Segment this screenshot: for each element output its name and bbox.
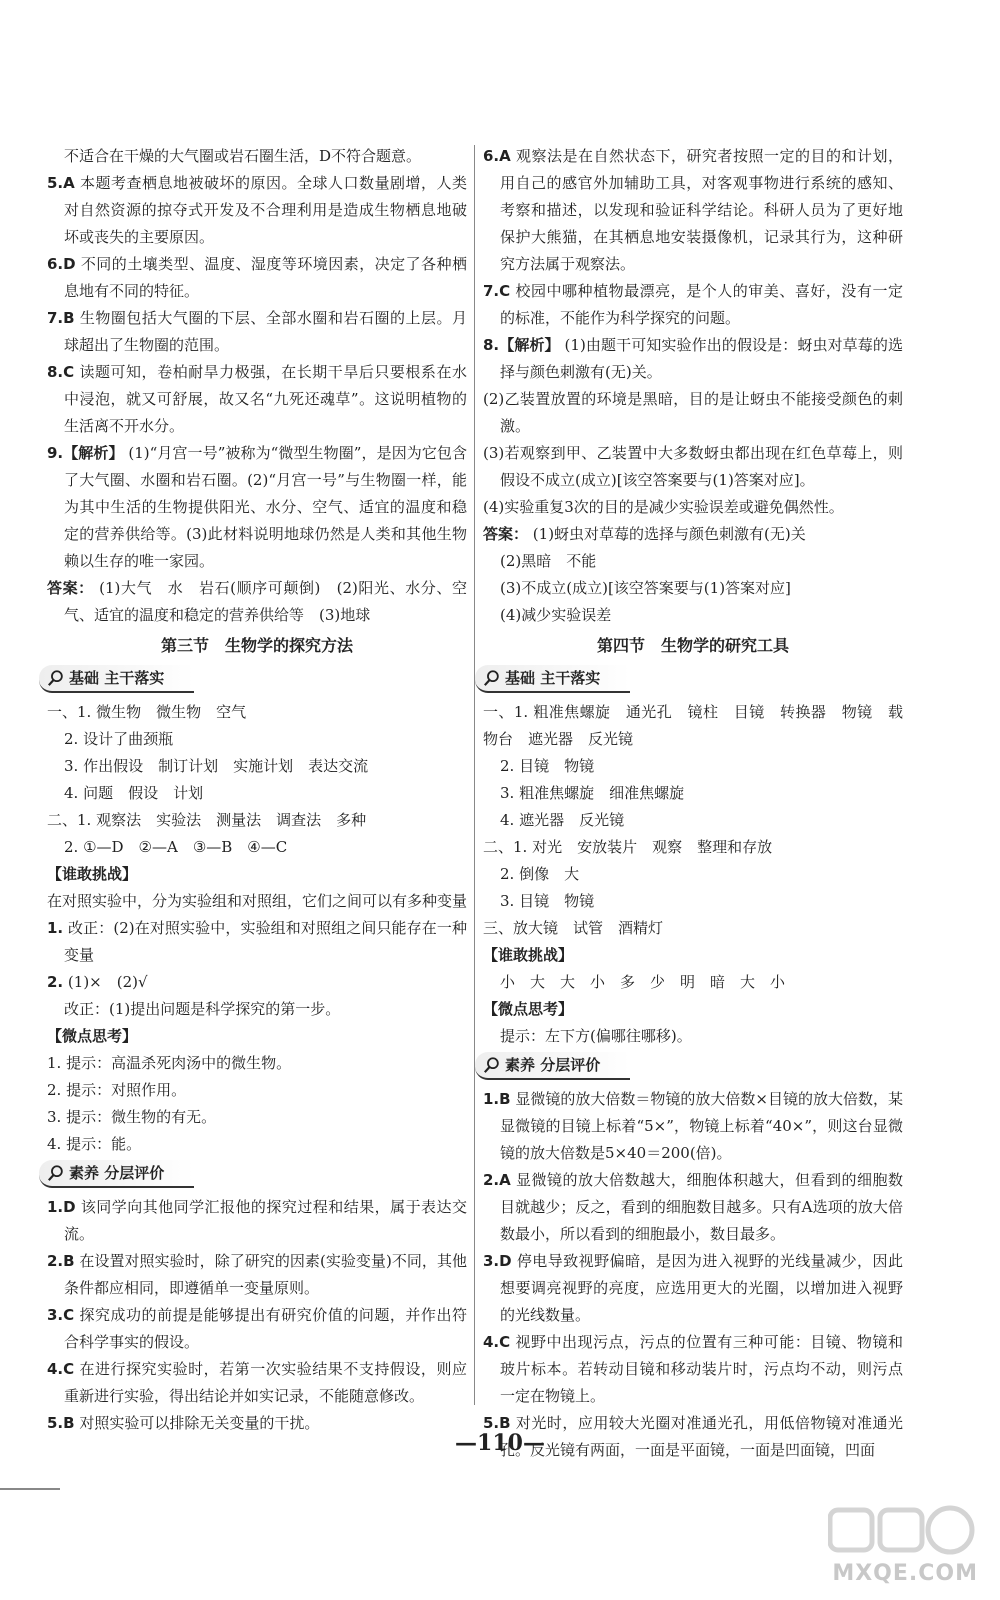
answer-text: 停电导致视野偏暗，是因为进入视野的光线量减少，因此想要调亮视野的亮度，应选用更大的光圈，以增加进入视野的光线数量。 — [500, 1252, 903, 1324]
answer-item — [483, 1086, 903, 1167]
answer-number: 1. — [47, 919, 64, 937]
text-line: (2)黑暗 不能 — [500, 552, 597, 570]
text-line: 二、1. 对光 安放装片 观察 整理和存放 — [483, 838, 773, 856]
answer-item — [47, 440, 467, 575]
answer-number: 5.A — [47, 174, 75, 192]
answer-item — [483, 1329, 903, 1410]
text-line: (3)若观察到甲、乙装置中大多数蚜虫都出现在红色草莓上，则假设不成立(成立)[该空答案要与(1)答案对应]。 — [483, 444, 903, 489]
text-line: (4)实验重复3次的目的是减少实验误差或避免偶然性。 — [483, 498, 844, 516]
answer-text: 显微镜的放大倍数＝物镜的放大倍数×目镜的放大倍数，某显微镜的目镜上标着“5×”，物镜上标着“40×”，则这台显微镜的放大倍数是5×40＝200(倍)。 — [500, 1090, 903, 1162]
text-line: 3. 目镜 物镜 — [500, 892, 595, 910]
banner-label: 基础 主干落实 — [505, 668, 601, 687]
text-line: (3)不成立(成立)[该空答案要与(1)答案对应] — [500, 579, 791, 597]
answer-number: 5.B — [47, 1414, 75, 1432]
text-line: (4)减少实验误差 — [500, 606, 612, 624]
section-title: 第三节 生物学的探究方法 — [160, 636, 353, 655]
answer-number: 4.C — [483, 1333, 511, 1351]
text-line: 在对照实验中，分为实验组和对照组，它们之间可以有多种变量 — [47, 892, 468, 910]
left-column — [47, 143, 467, 1437]
text-line: 3. 提示：微生物的有无。 — [47, 1108, 217, 1126]
text-line: 3. 作出假设 制订计划 实施计划 表达交流 — [64, 757, 369, 775]
text-line: 二、1. 观察法 实验法 测量法 调查法 多种 — [47, 811, 367, 829]
text-line: 一、1. 粗准焦螺旋 通光孔 镜柱 目镜 转换器 物镜 载物台 遮光器 反光镜 — [483, 703, 903, 748]
text-line: 2. ①—D ②—A ③—B ④—C — [64, 838, 288, 856]
text-line: 一、1. 微生物 微生物 空气 — [47, 703, 247, 721]
watermark — [818, 1500, 978, 1595]
answer-text: 校园中哪种植物最漂亮，是个人的审美、喜好，没有一定的标准，不能作为科学探究的问题。 — [500, 282, 903, 327]
subsection-tag: 【谁敢挑战】 — [483, 946, 574, 964]
answer-item — [47, 305, 467, 359]
text-line: (2)乙装置放置的环境是黑暗，目的是让蚜虫不能接受颜色的刺激。 — [483, 390, 903, 435]
text-line: 三、放大镜 试管 酒精灯 — [483, 919, 664, 937]
answer-text: 本题考查栖息地被破坏的原因。全球人口数量剧增，人类对自然资源的掠夺式开发及不合理利用是造成生物栖息地破坏或丧失的主要原因。 — [64, 174, 467, 246]
answer-text: 观察法是在自然状态下，研究者按照一定的目的和计划，用自己的感官外加辅助工具，对客观事物进行系统的感知、考察和描述，以发现和验证科学结论。科研人员为了更好地保护大熊猫，在其栖息地安装摄像机，记录其行为，这种研究方法属于观察法。 — [500, 147, 903, 273]
answer-item — [47, 251, 467, 305]
answer-item — [483, 278, 903, 332]
section-banner — [39, 1160, 194, 1188]
answer-text: 生物圈包括大气圈的下层、全部水圈和岩石圈的上层。月球超出了生物圈的范围。 — [64, 309, 467, 354]
answer-number: 1.D — [47, 1198, 76, 1216]
magnifier-icon — [47, 1164, 65, 1182]
answer-number: 1.B — [483, 1090, 511, 1108]
answer-item — [483, 521, 903, 548]
right-column — [483, 143, 903, 1464]
text-line: 4. 遮光器 反光镜 — [500, 811, 625, 829]
answer-text: (1)蚜虫对草莓的选择与颜色刺激有(无)关 — [532, 525, 806, 543]
answer-item — [47, 359, 467, 440]
answer-number: 答案： — [483, 525, 529, 543]
answer-item — [483, 332, 903, 386]
magnifier-icon — [47, 669, 65, 687]
banner-label: 素养 分层评价 — [69, 1163, 165, 1182]
answer-number: 6.D — [47, 255, 76, 273]
text-line: 4. 提示：能。 — [47, 1135, 142, 1153]
answer-item — [47, 1356, 467, 1410]
section-banner — [475, 1052, 630, 1080]
answer-number: 3.D — [483, 1252, 512, 1270]
answer-item — [47, 1302, 467, 1356]
text-line: 2. 倒像 大 — [500, 865, 580, 883]
answer-item — [47, 1194, 467, 1248]
answer-text: 改正：(2)在对照实验中，实验组和对照组之间只能存在一种变量 — [64, 919, 467, 964]
answer-item — [483, 1167, 903, 1248]
banner-label: 基础 主干落实 — [69, 668, 165, 687]
answer-number: 2.B — [47, 1252, 75, 1270]
answer-text: 该同学向其他同学汇报他的探究过程和结果，属于表达交流。 — [64, 1198, 467, 1243]
footer-rule — [0, 1488, 60, 1490]
text-line: 2. 目镜 物镜 — [500, 757, 595, 775]
answer-item — [47, 170, 467, 251]
answer-number: 8.C — [47, 363, 75, 381]
answer-number: 2.A — [483, 1171, 511, 1189]
answer-text: 探究成功的前提是能够提出有研究价值的问题，并作出符合科学事实的假设。 — [64, 1306, 467, 1351]
column-divider — [474, 145, 475, 1405]
answer-number: 9.【解析】 — [47, 444, 124, 462]
answer-number: 8.【解析】 — [483, 336, 560, 354]
answer-text: 不同的土壤类型、温度、湿度等环境因素，决定了各种栖息地有不同的特征。 — [64, 255, 467, 300]
text-line: 改正：(1)提出问题是科学探究的第一步。 — [64, 1000, 341, 1018]
subsection-tag: 【微点思考】 — [47, 1027, 138, 1045]
page-number: —110— — [455, 1430, 545, 1456]
text-line: 小 大 大 小 多 少 明 暗 大 小 — [500, 973, 786, 991]
subsection-tag: 【谁敢挑战】 — [47, 865, 138, 883]
answer-text: 显微镜的放大倍数越大，细胞体积越大，但看到的细胞数目就越少；反之，看到的细胞数目越多。只有A选项的放大倍数最小，所以看到的细胞最小，数目最多。 — [500, 1171, 903, 1243]
answer-text: (1)由题干可知实验作出的假设是：蚜虫对草莓的选择与颜色刺激有(无)关。 — [500, 336, 903, 381]
text-line: 4. 问题 假设 计划 — [64, 784, 204, 802]
text-line: 2. 提示：对照作用。 — [47, 1081, 187, 1099]
answer-text: (1)“月宫一号”被称为“微型生物圈”，是因为它包含了大气圈、水圈和岩石圈。(2)“月宫一号”与生物圈一样，能为其中生活的生物提供阳光、水分、空气、适宜的温度和稳定的营养供给等。(3)此材料说明地球仍然是人类和其他生物赖以生存的唯一家园。 — [64, 444, 467, 570]
text-line: 提示：左下方(偏哪往哪移)。 — [500, 1027, 692, 1045]
watermark-logo-icon — [828, 1500, 978, 1560]
answer-text: 对照实验可以排除无关变量的干扰。 — [79, 1414, 320, 1432]
answer-number: 3.C — [47, 1306, 75, 1324]
text-line: 3. 粗准焦螺旋 细准焦螺旋 — [500, 784, 685, 802]
magnifier-icon — [483, 669, 501, 687]
answer-text: (1)× (2)√ — [67, 973, 148, 991]
answer-number: 4.C — [47, 1360, 75, 1378]
watermark-text: MXQE.COM — [832, 1561, 978, 1586]
section-title: 第四节 生物学的研究工具 — [596, 636, 789, 655]
answer-item — [47, 915, 467, 969]
answer-text: 读题可知，卷柏耐旱力极强，在长期干旱后只要根系在水中浸泡，就又可舒展，故又名“九死还魂草”。这说明植物的生活离不开水分。 — [64, 363, 467, 435]
answer-number: 答案： — [47, 579, 94, 597]
answer-number: 5.B — [483, 1414, 511, 1432]
answer-text: 在进行探究实验时，若第一次实验结果不支持假设，则应重新进行实验，得出结论并如实记录，不能随意修改。 — [64, 1360, 467, 1405]
answer-number: 2. — [47, 973, 64, 991]
banner-label: 素养 分层评价 — [505, 1055, 601, 1074]
answer-number: 6.A — [483, 147, 511, 165]
answer-item — [47, 575, 467, 629]
section-banner — [475, 665, 630, 693]
text-line: 2. 设计了曲颈瓶 — [64, 730, 174, 748]
answer-text: 对光时，应用较大光圈对准通光孔，用低倍物镜对准通光孔。反光镜有两面，一面是平面镜，一面是凹面镜，凹面 — [500, 1414, 903, 1459]
answer-number: 7.C — [483, 282, 511, 300]
answer-text: 在设置对照实验时，除了研究的因素(实验变量)不同，其他条件都应相同，即遵循单一变量原则。 — [64, 1252, 467, 1297]
answer-number: 7.B — [47, 309, 75, 327]
answer-text: 视野中出现污点，污点的位置有三种可能：目镜、物镜和玻片标本。若转动目镜和移动装片时，污点均不动，则污点一定在物镜上。 — [500, 1333, 903, 1405]
answer-item — [47, 1248, 467, 1302]
answer-text: (1)大气 水 岩石(顺序可颠倒) (2)阳光、水分、空气、适宜的温度和稳定的营养供给等 (3)地球 — [64, 579, 467, 624]
section-banner — [39, 665, 194, 693]
text-line: 不适合在干燥的大气圈或岩石圈生活，D不符合题意。 — [64, 147, 422, 165]
answer-item — [47, 969, 467, 996]
subsection-tag: 【微点思考】 — [483, 1000, 574, 1018]
answer-item — [483, 1248, 903, 1329]
text-line: 1. 提示：高温杀死肉汤中的微生物。 — [47, 1054, 292, 1072]
magnifier-icon — [483, 1056, 501, 1074]
answer-item — [483, 143, 903, 278]
